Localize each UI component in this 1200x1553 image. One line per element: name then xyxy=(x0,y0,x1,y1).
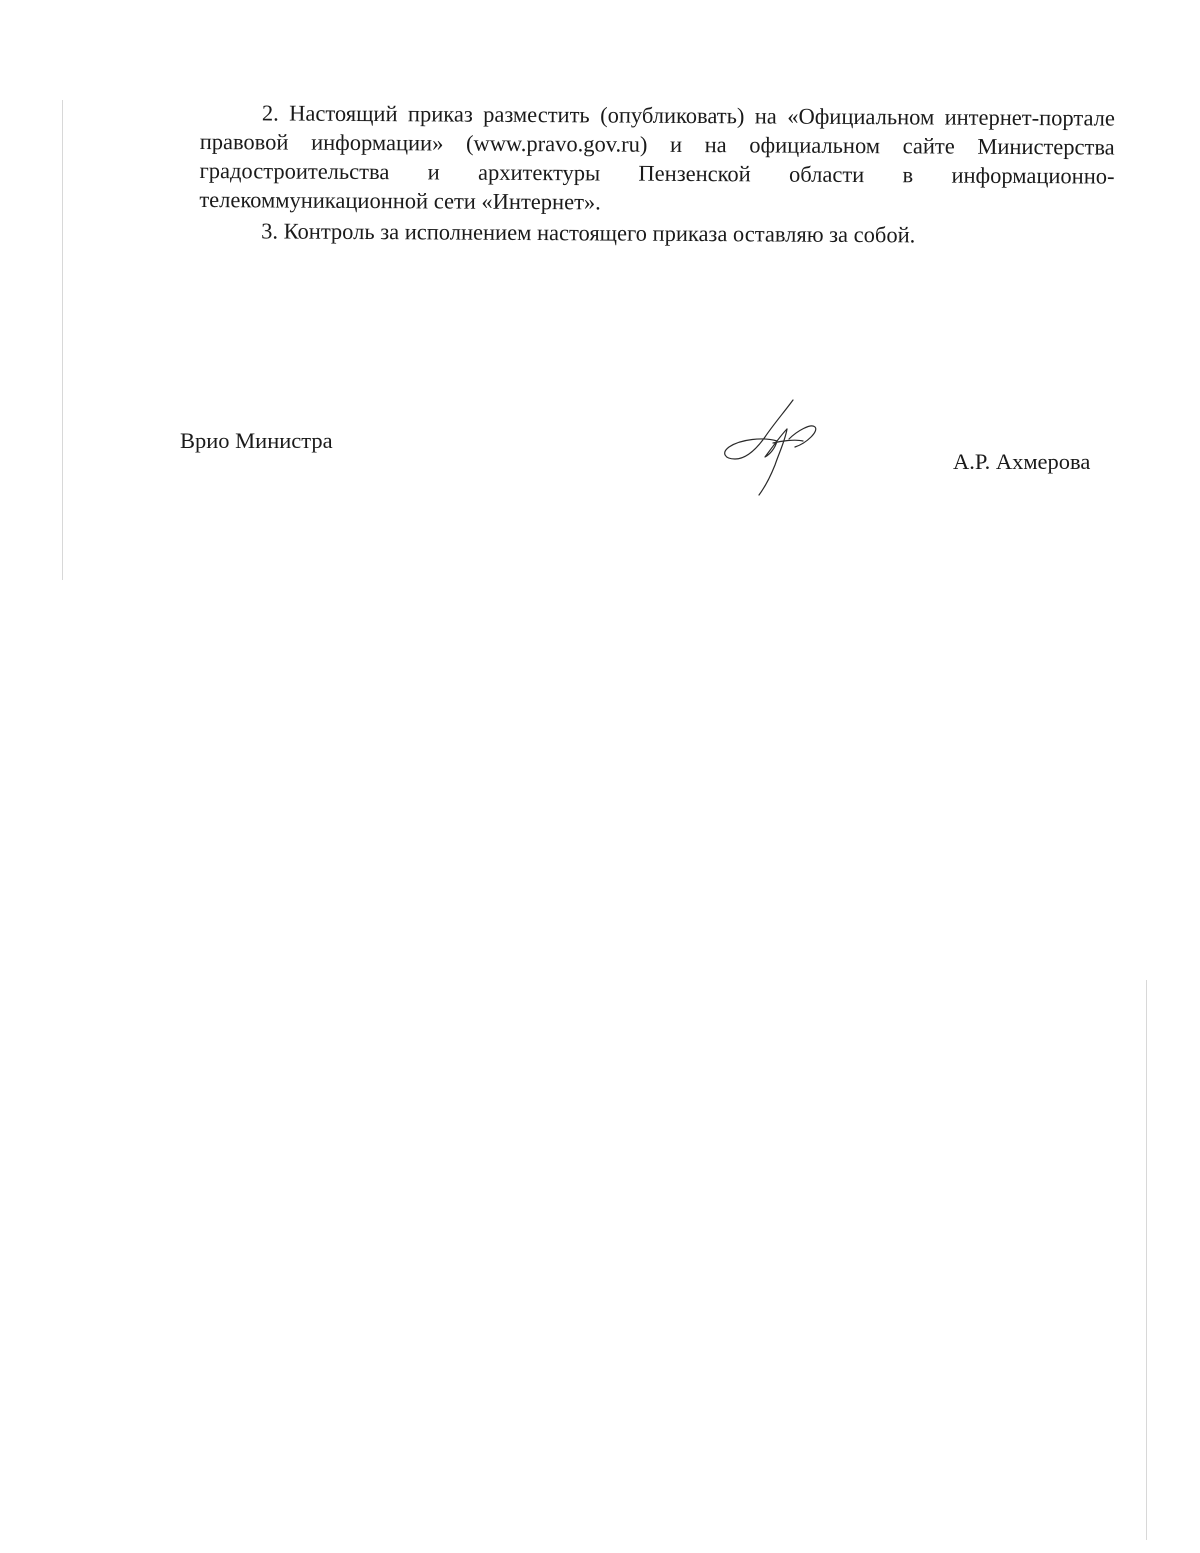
paragraph-publication: 2. Настоящий приказ разместить (опубликовать) на «Официальном интернет-портале правовой информации» (www.pravo.gov.ru) и на официальном сайте Министерства градостроительства и архитектуры Пензенской области в информационно-телекоммуникационной сети «Интернет». xyxy=(199,100,1115,215)
scan-edge-mark xyxy=(1146,980,1147,1540)
document-body xyxy=(199,98,1115,253)
signer-title: Врио Министра xyxy=(180,428,333,453)
paragraph-control: 3. Контроль за исполнением настоящего приказа оставляю за собой. xyxy=(261,218,916,248)
signer-name: А.Р. Ахмерова xyxy=(953,449,1091,474)
signature-icon xyxy=(715,395,830,500)
scan-edge-mark xyxy=(62,100,63,580)
